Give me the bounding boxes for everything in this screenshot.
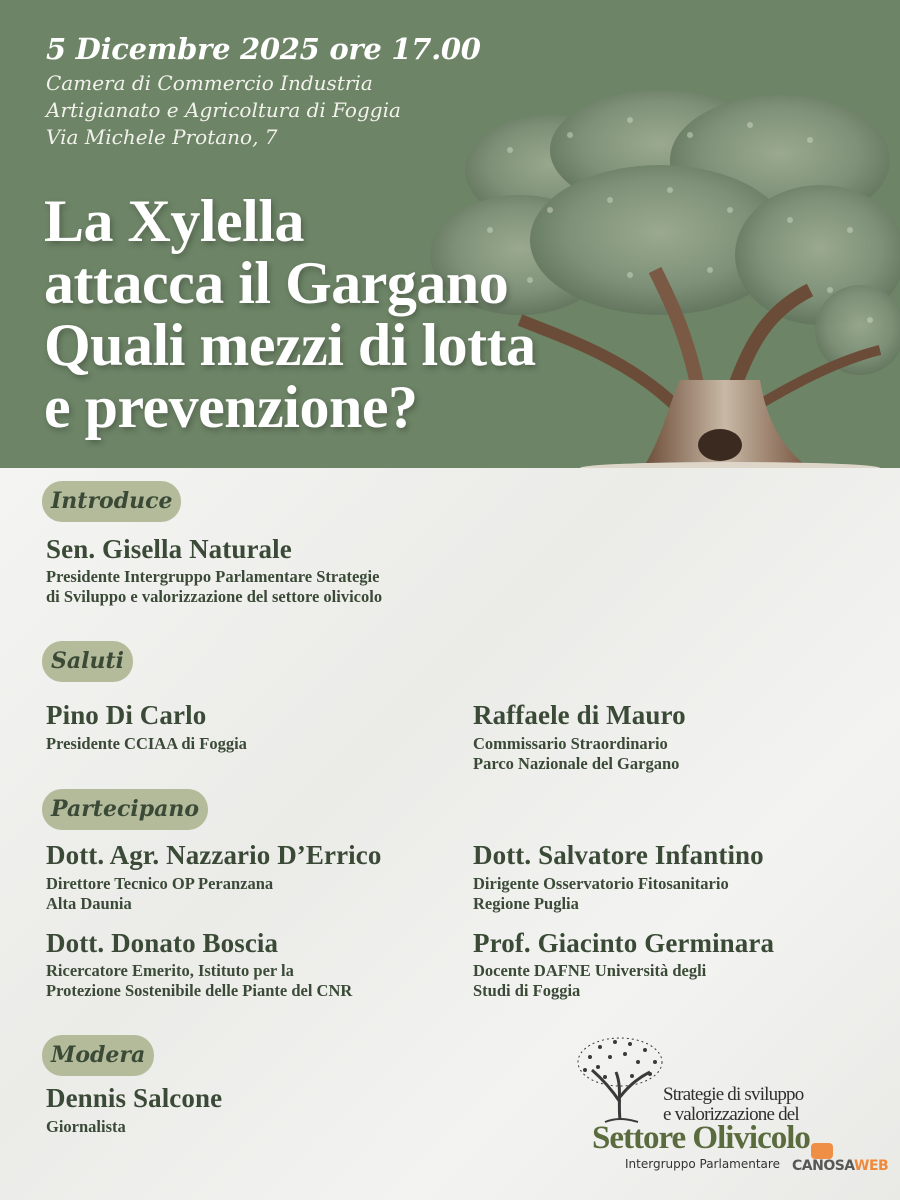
- watermark-part-1: CANOSA: [792, 1158, 855, 1174]
- role-line: Parco Nazionale del Gargano: [473, 754, 680, 773]
- logo-subtitle: Intergruppo Parlamentare: [625, 1157, 780, 1171]
- speaker-role: [473, 961, 706, 1001]
- venue-line: Via Michele Protano, 7: [46, 125, 278, 149]
- role-line: Direttore Tecnico OP Peranzana: [46, 874, 274, 893]
- role-line: Ricercatore Emerito, Istituto per la: [46, 961, 294, 980]
- speaker-name: Raffaele di Mauro: [473, 700, 686, 730]
- title-line: attacca il Gargano: [44, 250, 509, 316]
- speaker-name: Sen. Gisella Naturale: [46, 534, 292, 564]
- role-line: Commissario Straordinario: [473, 734, 668, 753]
- role-line: Studi di Foggia: [473, 981, 581, 1000]
- title-line: La Xylella: [44, 188, 304, 254]
- event-title: [44, 190, 536, 438]
- logo-line-1: Strategie di sviluppo: [663, 1084, 804, 1105]
- title-line: Quali mezzi di lotta: [44, 312, 536, 378]
- speaker-name: Prof. Giacinto Germinara: [473, 928, 775, 958]
- role-line: Presidente CCIAA di Foggia: [46, 734, 247, 753]
- logo-line-2: e valorizzazione del: [663, 1104, 799, 1125]
- speaker-role: [46, 961, 352, 1001]
- section-label-saluti: Saluti: [42, 641, 133, 682]
- section-label-introduce: Introduce: [42, 481, 181, 522]
- speaker-name: Pino Di Carlo: [46, 700, 207, 730]
- logo-main-text: Settore Olivicolo: [592, 1120, 810, 1156]
- speaker-role: [46, 567, 382, 607]
- role-line: Regione Puglia: [473, 894, 579, 913]
- role-line: Giornalista: [46, 1117, 126, 1136]
- role-line: Alta Daunia: [46, 894, 132, 913]
- speaker-name: Dott. Salvatore Infantino: [473, 840, 764, 870]
- role-line: Docente DAFNE Università degli: [473, 961, 707, 980]
- watermark-text: [792, 1158, 888, 1174]
- speaker-name: Dott. Agr. Nazzario D’Errico: [46, 840, 382, 870]
- section-label-modera: Modera: [42, 1035, 154, 1076]
- watermark-part-2: WEB: [854, 1158, 889, 1174]
- role-line: Presidente Intergruppo Parlamentare Strategie: [46, 567, 380, 586]
- speaker-role: [46, 734, 247, 754]
- role-line: Protezione Sostenibile delle Piante del CNR: [46, 981, 353, 1000]
- role-line: Dirigente Osservatorio Fitosanitario: [473, 874, 729, 893]
- speaker-role: [46, 874, 273, 914]
- title-line: e prevenzione?: [44, 374, 418, 440]
- olive-tree-logo-icon: [570, 1032, 670, 1127]
- speaker-role: [473, 874, 729, 914]
- section-label-partecipano: Partecipano: [42, 789, 208, 830]
- venue-line: Artigianato e Agricoltura di Foggia: [46, 98, 401, 122]
- event-venue: [46, 70, 401, 151]
- speech-bubble-icon: [811, 1143, 833, 1159]
- speaker-role: [473, 734, 679, 774]
- speaker-name: Dennis Salcone: [46, 1083, 223, 1113]
- venue-line: Camera di Commercio Industria: [46, 71, 373, 95]
- speaker-name: Dott. Donato Boscia: [46, 928, 279, 958]
- role-line: di Sviluppo e valorizzazione del settore olivicolo: [46, 587, 383, 606]
- speaker-role: [46, 1117, 126, 1137]
- event-date: 5 Dicembre 2025 ore 17.00: [46, 32, 481, 66]
- event-header: [0, 0, 900, 468]
- canosaweb-watermark: [786, 1143, 896, 1183]
